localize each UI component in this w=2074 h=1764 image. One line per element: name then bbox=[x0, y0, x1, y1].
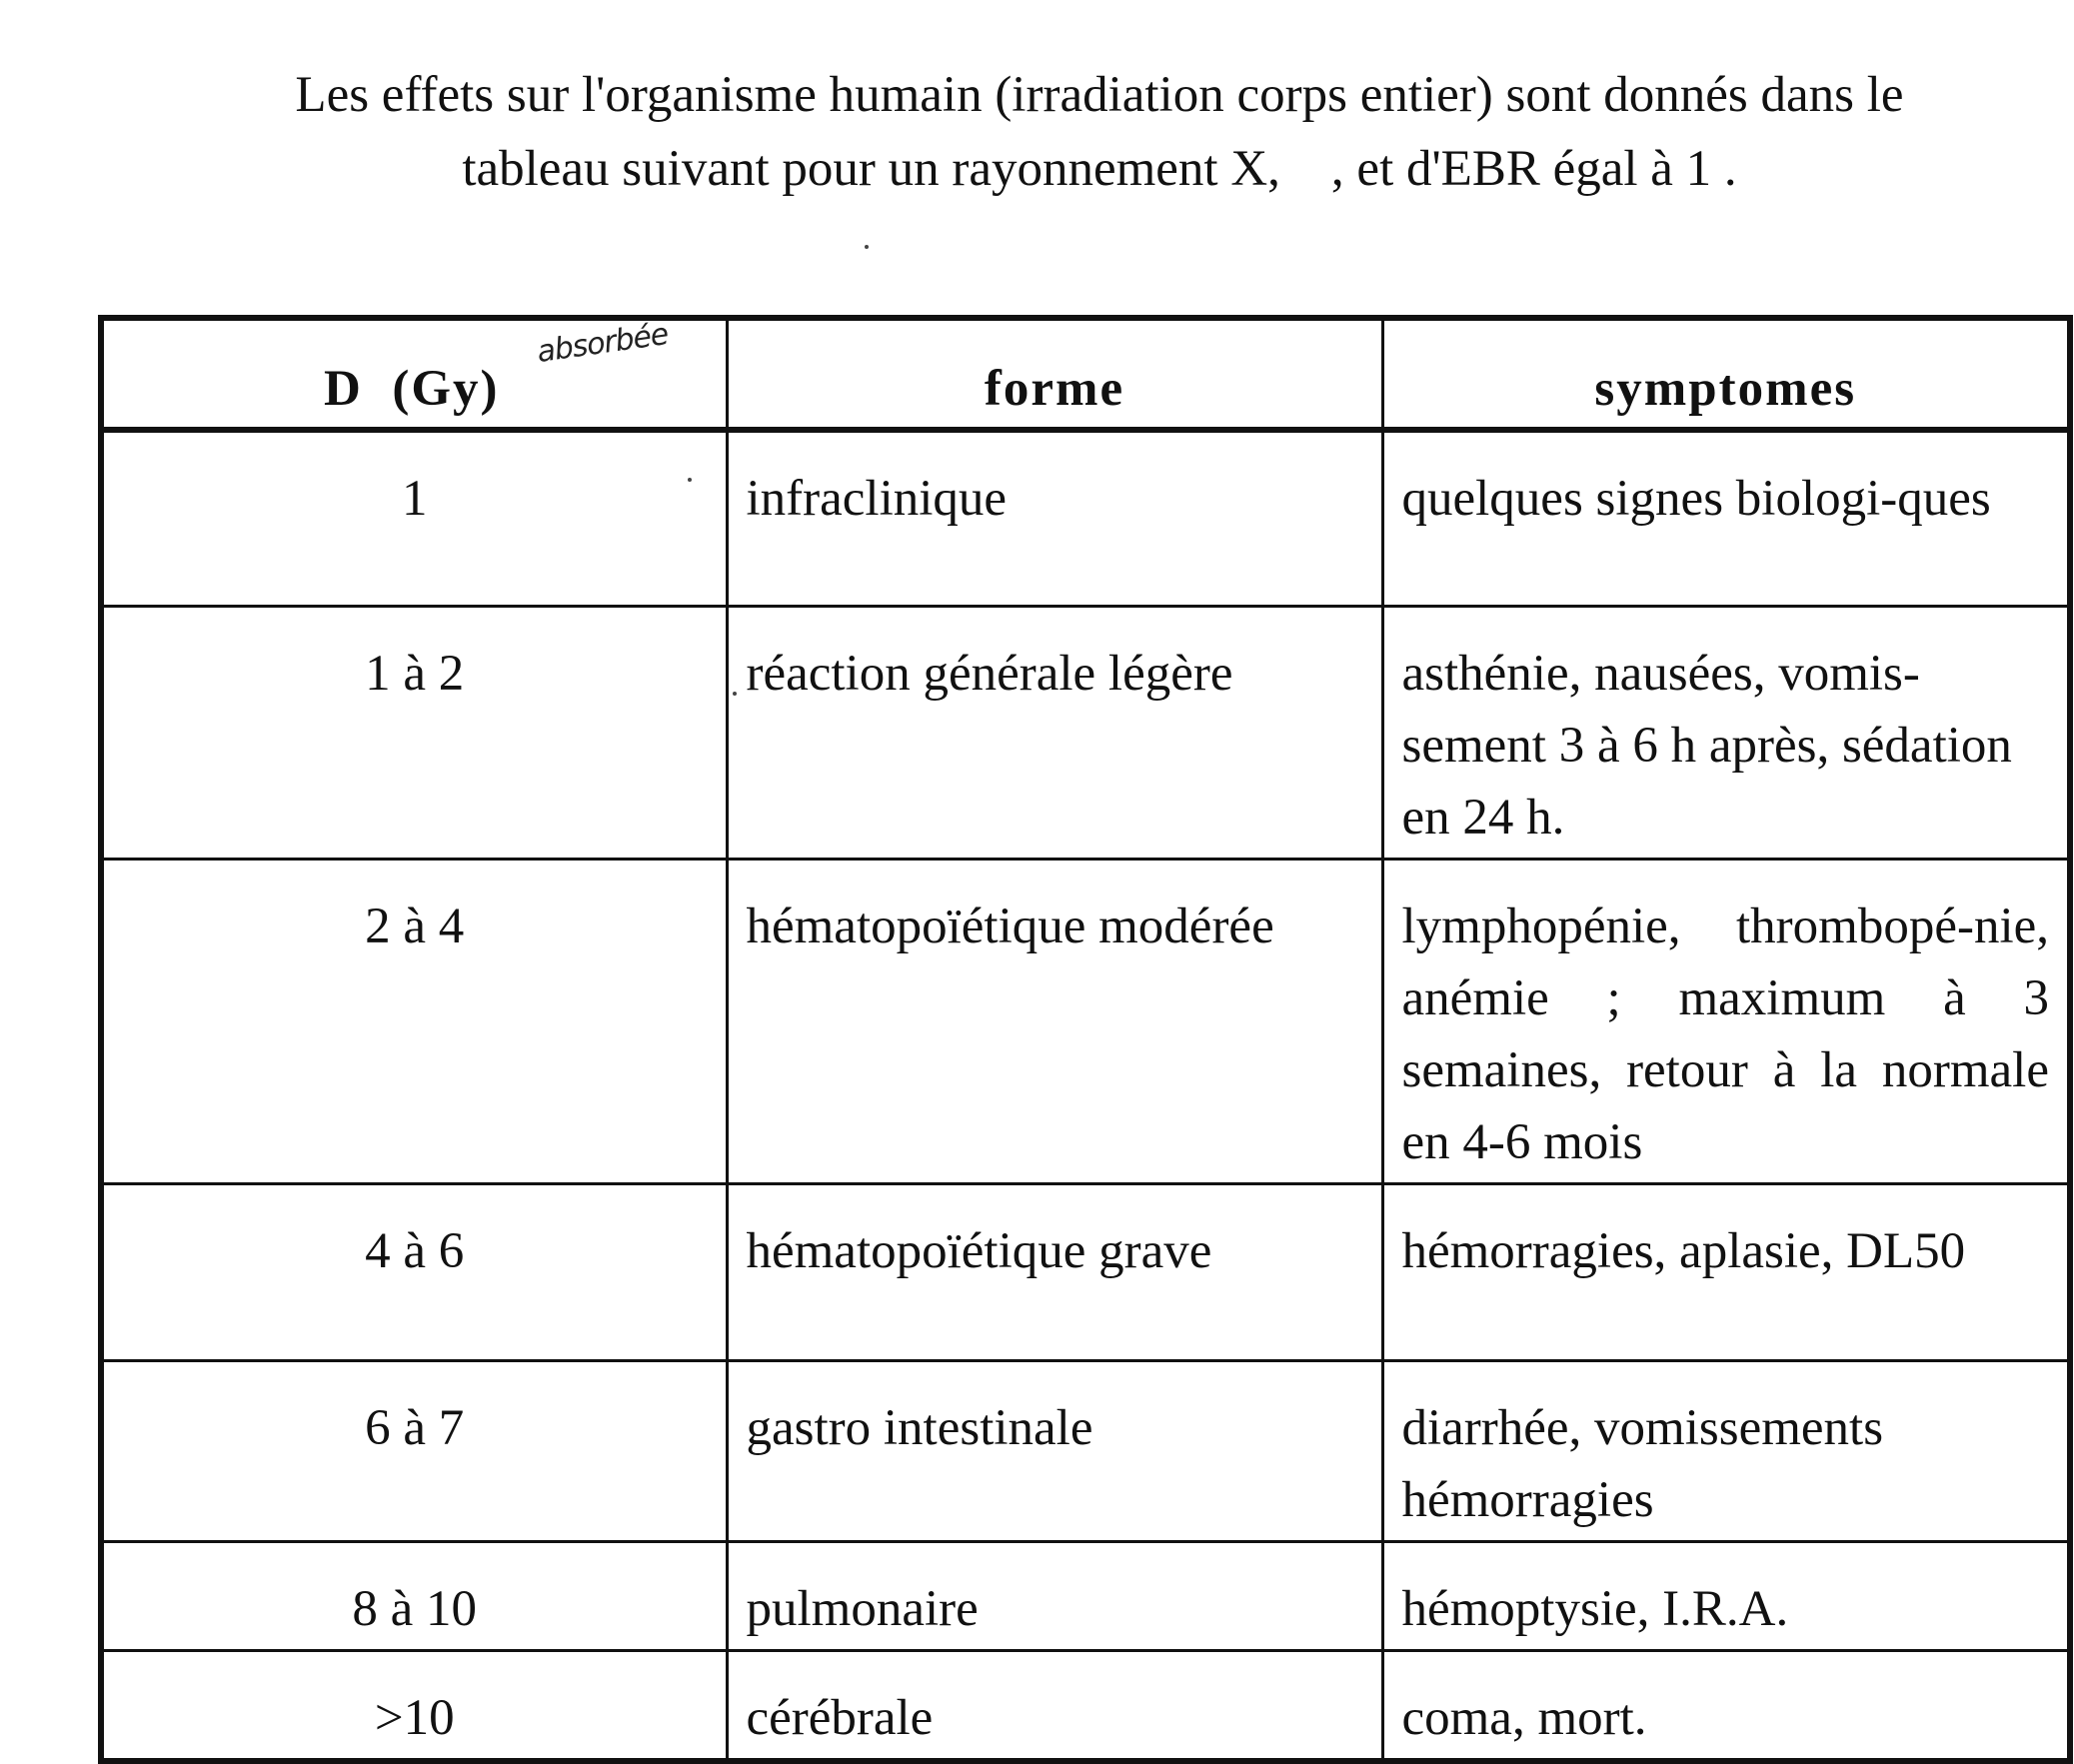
cell-forme: pulmonaire bbox=[727, 1541, 1382, 1650]
cell-symptomes: asthénie, nausées, vomis-sement 3 à 6 h après, sédation en 24 h. bbox=[1382, 606, 2070, 859]
cell-forme: infraclinique bbox=[727, 430, 1382, 606]
cell-dose: 1 à 2 bbox=[101, 606, 727, 859]
intro-line-1: Les effets sur l'organisme humain (irradiation corps entier) sont donnés dans le bbox=[295, 67, 1904, 123]
header-forme: forme bbox=[727, 318, 1382, 430]
effects-table bbox=[98, 315, 2073, 1764]
intro-text bbox=[150, 58, 2049, 206]
cell-dose: 1 bbox=[101, 430, 727, 606]
header-dose: D (Gy) bbox=[101, 318, 727, 430]
intro-line-2: tableau suivant pour un rayonnement X, , et d'EBR égal à 1 . bbox=[462, 141, 1737, 197]
cell-forme: hématopoïétique modérée bbox=[727, 859, 1382, 1183]
table-row bbox=[101, 1360, 2070, 1541]
cell-forme: cérébrale bbox=[727, 1650, 1382, 1761]
cell-forme: gastro intestinale bbox=[727, 1360, 1382, 1541]
table-row bbox=[101, 606, 2070, 859]
cell-symptomes: coma, mort. bbox=[1382, 1650, 2070, 1761]
table-row bbox=[101, 1183, 2070, 1360]
table-row bbox=[101, 1541, 2070, 1650]
cell-symptomes: diarrhée, vomissements hémorragies bbox=[1382, 1360, 2070, 1541]
table-row bbox=[101, 1650, 2070, 1761]
cell-dose: >10 bbox=[101, 1650, 727, 1761]
cell-symptomes: lymphopénie, thrombopé-nie, anémie ; maximum à 3 semaines, retour à la normale en 4-6 mois bbox=[1382, 859, 2070, 1183]
scan-speck bbox=[865, 245, 869, 249]
table-header-row bbox=[101, 318, 2070, 430]
handwritten-annotation: absorbée bbox=[535, 317, 671, 370]
cell-dose: 8 à 10 bbox=[101, 1541, 727, 1650]
header-symptomes: symptomes bbox=[1382, 318, 2070, 430]
cell-symptomes: hémorragies, aplasie, DL50 bbox=[1382, 1183, 2070, 1360]
cell-dose: 4 à 6 bbox=[101, 1183, 727, 1360]
cell-dose: 2 à 4 bbox=[101, 859, 727, 1183]
cell-forme: réaction générale légère bbox=[727, 606, 1382, 859]
cell-forme: hématopoïétique grave bbox=[727, 1183, 1382, 1360]
cell-dose: 6 à 7 bbox=[101, 1360, 727, 1541]
table-row bbox=[101, 430, 2070, 606]
cell-symptomes: hémoptysie, I.R.A. bbox=[1382, 1541, 2070, 1650]
cell-symptomes: quelques signes biologi-ques bbox=[1382, 430, 2070, 606]
table-row bbox=[101, 859, 2070, 1183]
